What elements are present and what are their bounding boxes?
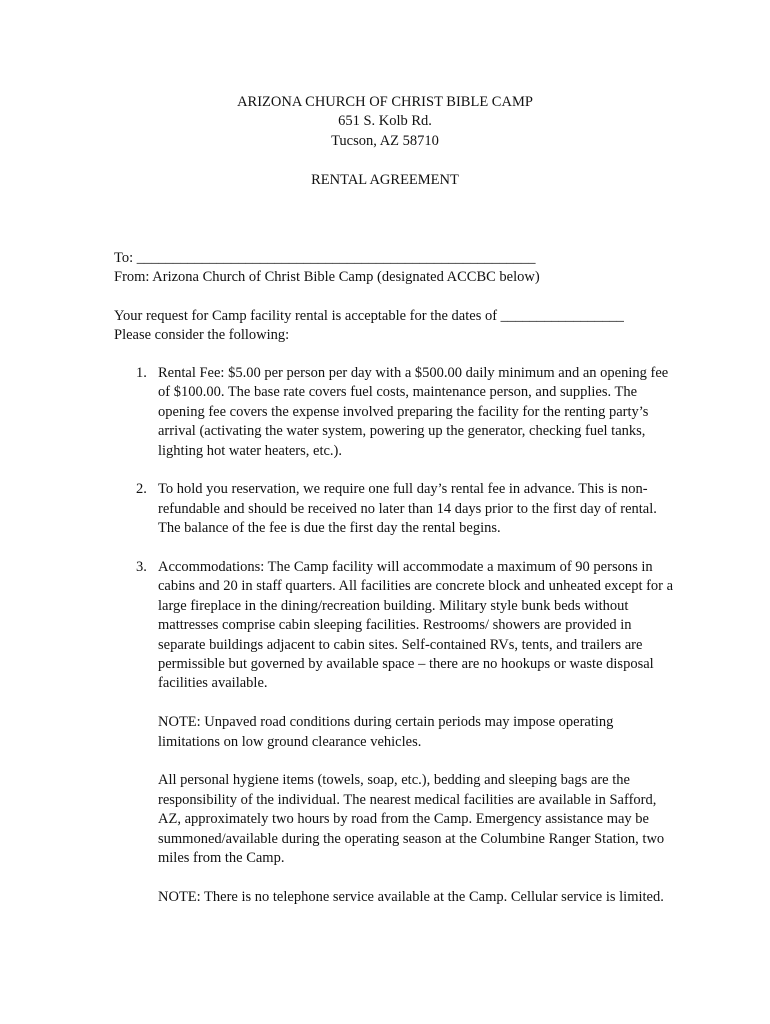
addressing-block <box>114 249 674 288</box>
note-personal-items: All personal hygiene items (towels, soap, etc.), bedding and sleeping bags are the responsibility of the individual. The nearest medical facilities are available in Safford, AZ, approximately two hours by road from the Camp. Emergency assistance may be summoned/available during the operating season at the Columbine Ranger Station, two miles from the Camp. <box>158 772 665 867</box>
document-title: RENTAL AGREEMENT <box>311 172 459 188</box>
intro-line-2: Please consider the following: <box>114 327 290 344</box>
org-name: ARIZONA CHURCH OF CHRIST BIBLE CAMP <box>237 94 533 110</box>
note-road-conditions: NOTE: Unpaved road conditions during certain periods may impose operating limitations on low ground clearance vehicles. <box>158 714 614 750</box>
item-text: To hold you reservation, we require one full day’s rental fee in advance. This is non-refundable and should be received no later than 14 days prior to the first day of rental. The balance of the fee is due the first day the rental begins. <box>158 481 657 537</box>
letterhead <box>0 93 770 151</box>
item-text: Rental Fee: $5.00 per person per day with a $500.00 daily minimum and an opening fee of $100.00. The base rate covers fuel costs, maintenance person, and supplies. The opening fee covers the expense involved preparing the facility for the renting party’s arrival (activating the water system, powering up the generator, checking fuel tanks, lighting hot water heaters, etc.). <box>158 365 669 459</box>
from-line: From: Arizona Church of Christ Bible Camp (designated ACCBC below) <box>114 269 540 286</box>
list-item <box>114 480 674 538</box>
intro-block <box>114 307 674 346</box>
note-telephone: NOTE: There is no telephone service available at the Camp. Cellular service is limited. <box>158 888 664 905</box>
item-number: 2. <box>136 481 147 498</box>
list-item <box>114 364 674 461</box>
item-text: Accommodations: The Camp facility will accommodate a maximum of 90 persons in cabins and 20 in staff quarters. All facilities are concrete block and unheated except for a large fireplace in the dining/recreation building. Military style bunk beds without mattresses comprise cabin sleeping facilities. Restrooms/ showers are provided in separate buildings adjacent to cabin sites. Self-contained RVs, tents, and trailers are permissible but governed by available space – there are no hookups or waste disposal facilities available. <box>158 559 674 692</box>
street-address: 651 S. Kolb Rd. <box>338 113 432 130</box>
item-number: 3. <box>136 559 147 576</box>
list-item <box>114 558 674 694</box>
to-line: To: _______________________________________________________ <box>114 250 536 266</box>
item-number: 1. <box>136 365 147 381</box>
city-address: Tucson, AZ 58710 <box>331 132 439 149</box>
terms-list <box>114 364 674 927</box>
intro-line-1: Your request for Camp facility rental is acceptable for the dates of _________________ <box>114 308 624 324</box>
